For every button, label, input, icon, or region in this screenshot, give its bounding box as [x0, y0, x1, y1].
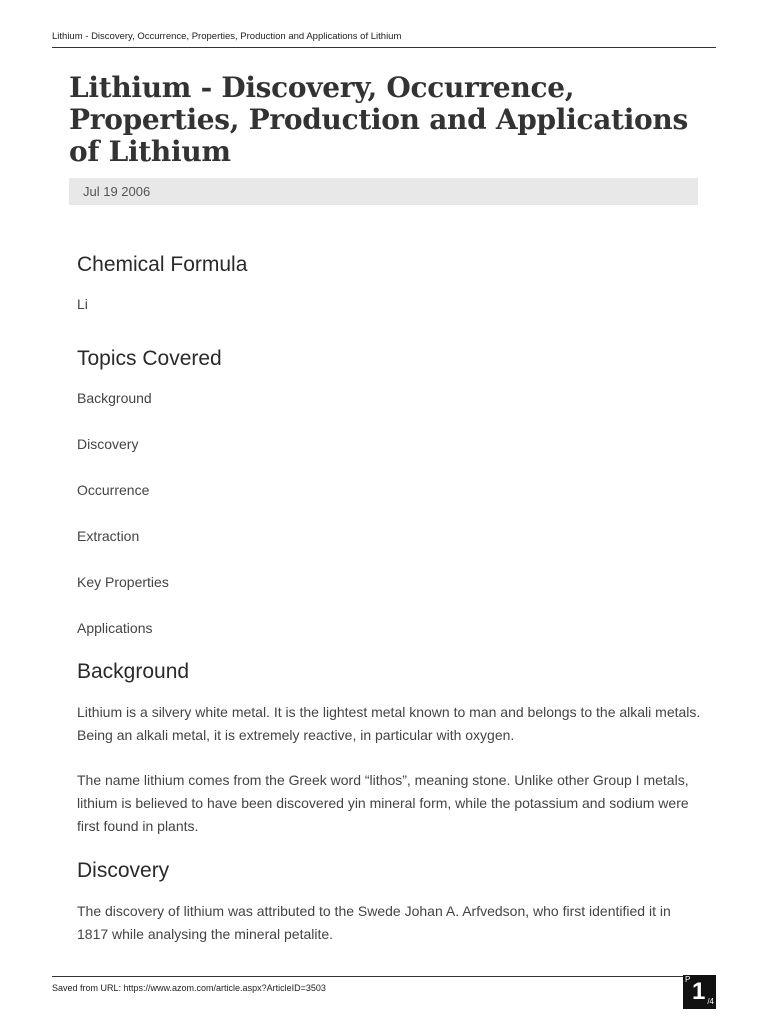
topic-link-applications[interactable]: Applications [77, 620, 153, 636]
running-header-title: Lithium - Discovery, Occurrence, Properties, Production and Applications of Lithium [52, 31, 402, 42]
saved-from-url: Saved from URL: https://www.azom.com/article.aspx?ArticleID=3503 [52, 983, 326, 993]
topic-link-discovery[interactable]: Discovery [77, 436, 139, 452]
topic-link-background[interactable]: Background [77, 390, 152, 406]
topic-link-occurrence[interactable]: Occurrence [77, 482, 150, 498]
header-divider [52, 47, 716, 48]
date-bar [69, 178, 698, 205]
page-number: 1 [692, 978, 706, 1005]
page-indicator [683, 975, 716, 1009]
page-total: /4 [707, 997, 714, 1006]
section-heading-chemical-formula: Chemical Formula [77, 253, 248, 276]
page-prefix: P [685, 975, 691, 984]
publish-date: Jul 19 2006 [83, 184, 151, 199]
discovery-paragraph: The discovery of lithium was attributed to the Swede Johan A. Arfvedson, who first identified it in 1817 while analysing the mineral petalite. [77, 903, 671, 942]
topics-list [77, 387, 702, 640]
article-body [77, 251, 702, 946]
background-paragraph: Lithium is a silvery white metal. It is the lightest metal known to man and belongs to the alkali metals. Being an alkali metal, it is extremely reactive, in particular with oxygen. [77, 704, 701, 743]
footer-divider [52, 976, 683, 977]
topic-link-extraction[interactable]: Extraction [77, 528, 140, 544]
chemical-formula-value: Li [77, 296, 88, 312]
article-title: Lithium - Discovery, Occurrence, Properties, Production and Applications of Lithium [69, 71, 688, 168]
section-heading-background: Background [77, 660, 190, 683]
background-paragraph: The name lithium comes from the Greek word “lithos”, meaning stone. Unlike other Group I metals, lithium is believed to have been discovered yin mineral form, while the potassium and sodium were first found in plants. [77, 772, 689, 834]
section-heading-discovery: Discovery [77, 859, 170, 882]
topic-link-key-properties[interactable]: Key Properties [77, 574, 169, 590]
section-heading-topics-covered: Topics Covered [77, 347, 222, 370]
